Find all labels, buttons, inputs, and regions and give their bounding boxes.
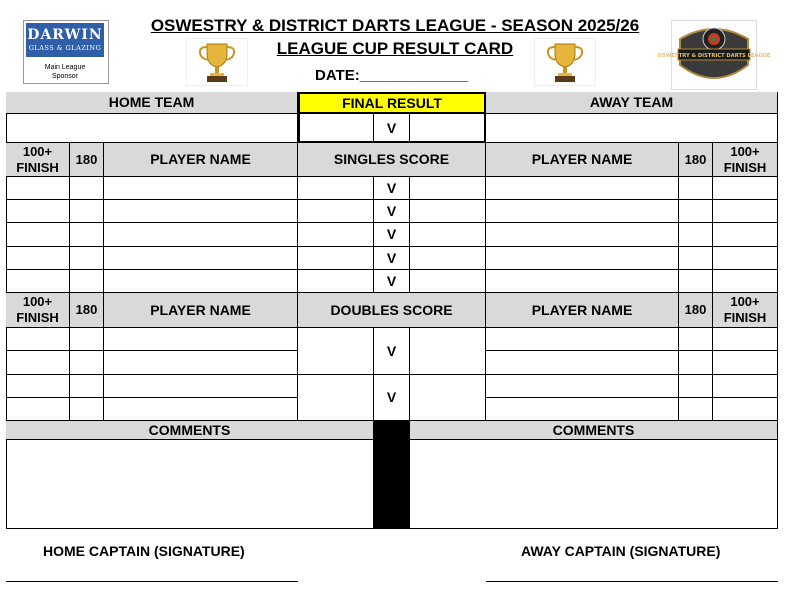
home-180-doubles-cell[interactable] bbox=[70, 351, 104, 374]
sponsor-brand-sub: GLASS & GLAZING bbox=[28, 44, 102, 52]
away-finish-cell[interactable] bbox=[713, 270, 778, 293]
home-finish-header bbox=[6, 143, 70, 177]
away-score-cell[interactable] bbox=[410, 177, 486, 200]
home-player-name-doubles-cell[interactable] bbox=[104, 398, 298, 421]
versus: V bbox=[374, 328, 410, 375]
away-doubles-score-cell[interactable] bbox=[410, 328, 486, 375]
home-finish-cell[interactable] bbox=[6, 223, 70, 246]
versus: V bbox=[374, 270, 410, 293]
away-finish-header bbox=[713, 143, 778, 177]
away-finish-cell[interactable] bbox=[713, 177, 778, 200]
away-finish-doubles-cell[interactable] bbox=[713, 328, 778, 351]
finish-label-line2: FINISH bbox=[723, 159, 767, 175]
home-captain-signature-line[interactable] bbox=[6, 581, 298, 582]
away-captain-signature-line[interactable] bbox=[486, 581, 778, 582]
away-180-cell[interactable] bbox=[679, 223, 713, 246]
home-finish-cell[interactable] bbox=[6, 247, 70, 270]
home-180-doubles-cell[interactable] bbox=[70, 398, 104, 421]
home-finish-doubles-cell[interactable] bbox=[6, 328, 70, 351]
away-player-name-cell[interactable] bbox=[486, 200, 679, 223]
away-180-cell[interactable] bbox=[679, 200, 713, 223]
home-finish-cell[interactable] bbox=[6, 200, 70, 223]
sponsor-logo bbox=[23, 20, 109, 84]
home-180-doubles-cell[interactable] bbox=[70, 375, 104, 398]
away-score-cell[interactable] bbox=[410, 223, 486, 246]
away-comments-field[interactable] bbox=[410, 440, 778, 529]
home-180-cell[interactable] bbox=[70, 270, 104, 293]
doubles-score-header: DOUBLES SCORE bbox=[298, 293, 486, 328]
away-180-doubles-cell[interactable] bbox=[679, 351, 713, 374]
sponsor-caption-line1: Main League bbox=[44, 64, 86, 71]
home-score-cell[interactable] bbox=[298, 200, 374, 223]
away-180-cell[interactable] bbox=[679, 270, 713, 293]
home-player-name-doubles-cell[interactable] bbox=[104, 351, 298, 374]
home-player-name-cell[interactable] bbox=[104, 200, 298, 223]
away-180-cell[interactable] bbox=[679, 177, 713, 200]
home-captain-signature-label: HOME CAPTAIN (SIGNATURE) bbox=[43, 543, 245, 559]
finish-label-line1: 100+ bbox=[22, 294, 53, 309]
home-score-cell[interactable] bbox=[298, 177, 374, 200]
home-finish-doubles-cell[interactable] bbox=[6, 375, 70, 398]
finish-label-line2: FINISH bbox=[723, 310, 767, 325]
home-player-name-cell[interactable] bbox=[104, 270, 298, 293]
away-player-name-cell[interactable] bbox=[486, 177, 679, 200]
home-finish-header bbox=[6, 293, 70, 328]
away-180-doubles-cell[interactable] bbox=[679, 398, 713, 421]
away-player-name-doubles-cell[interactable] bbox=[486, 375, 679, 398]
home-180-header: 180 bbox=[70, 293, 104, 328]
home-score-cell[interactable] bbox=[298, 270, 374, 293]
away-180-header: 180 bbox=[679, 293, 713, 328]
away-team-name-field[interactable] bbox=[486, 114, 778, 143]
away-180-doubles-cell[interactable] bbox=[679, 328, 713, 351]
dartboard-logo bbox=[657, 20, 771, 90]
home-doubles-score-cell[interactable] bbox=[298, 375, 374, 422]
home-player-name-header: PLAYER NAME bbox=[104, 293, 298, 328]
home-180-cell[interactable] bbox=[70, 223, 104, 246]
home-finish-doubles-cell[interactable] bbox=[6, 351, 70, 374]
versus: V bbox=[374, 247, 410, 270]
away-final-score-field[interactable] bbox=[410, 114, 486, 143]
page-subtitle: LEAGUE CUP RESULT CARD bbox=[276, 39, 514, 58]
away-player-name-cell[interactable] bbox=[486, 270, 679, 293]
sponsor-brand bbox=[26, 23, 104, 57]
home-comments-field[interactable] bbox=[6, 440, 374, 529]
home-180-cell[interactable] bbox=[70, 247, 104, 270]
away-score-cell[interactable] bbox=[410, 200, 486, 223]
finish-label-line1: 100+ bbox=[730, 294, 760, 309]
away-finish-cell[interactable] bbox=[713, 247, 778, 270]
sponsor-caption-line2: Sponsor bbox=[51, 73, 79, 80]
versus: V bbox=[374, 177, 410, 200]
away-finish-cell[interactable] bbox=[713, 200, 778, 223]
away-captain-signature-label: AWAY CAPTAIN (SIGNATURE) bbox=[521, 543, 721, 559]
away-team-header: AWAY TEAM bbox=[486, 92, 778, 114]
away-comments-header: COMMENTS bbox=[410, 421, 778, 440]
home-player-name-doubles-cell[interactable] bbox=[104, 328, 298, 351]
versus: V bbox=[374, 375, 410, 422]
home-player-name-cell[interactable] bbox=[104, 223, 298, 246]
finish-label-line2: FINISH bbox=[16, 159, 59, 175]
versus: V bbox=[374, 200, 410, 223]
home-score-cell[interactable] bbox=[298, 247, 374, 270]
home-comments-header: COMMENTS bbox=[6, 421, 374, 440]
final-result-header: FINAL RESULT bbox=[298, 92, 486, 114]
home-180-doubles-cell[interactable] bbox=[70, 328, 104, 351]
away-finish-doubles-cell[interactable] bbox=[713, 398, 778, 421]
away-doubles-score-cell[interactable] bbox=[410, 375, 486, 422]
versus: V bbox=[374, 223, 410, 246]
away-finish-doubles-cell[interactable] bbox=[713, 375, 778, 398]
home-team-name-field[interactable] bbox=[6, 114, 298, 143]
finish-label-line2: FINISH bbox=[16, 310, 59, 325]
away-180-cell[interactable] bbox=[679, 247, 713, 270]
home-player-name-cell[interactable] bbox=[104, 247, 298, 270]
away-score-cell[interactable] bbox=[410, 247, 486, 270]
singles-score-header: SINGLES SCORE bbox=[298, 143, 486, 177]
home-finish-cell[interactable] bbox=[6, 177, 70, 200]
home-180-cell[interactable] bbox=[70, 200, 104, 223]
final-versus: V bbox=[374, 114, 410, 143]
home-180-cell[interactable] bbox=[70, 177, 104, 200]
away-finish-cell[interactable] bbox=[713, 223, 778, 246]
away-180-doubles-cell[interactable] bbox=[679, 375, 713, 398]
home-team-header: HOME TEAM bbox=[6, 92, 298, 114]
away-player-name-header: PLAYER NAME bbox=[486, 143, 679, 177]
trophy-icon bbox=[534, 38, 596, 86]
away-score-cell[interactable] bbox=[410, 270, 486, 293]
page-title: OSWESTRY & DISTRICT DARTS LEAGUE - SEASON 2025/26 bbox=[150, 16, 640, 35]
home-doubles-score-cell[interactable] bbox=[298, 328, 374, 375]
home-180-header: 180 bbox=[70, 143, 104, 177]
away-player-name-cell[interactable] bbox=[486, 223, 679, 246]
date-field[interactable]: DATE:_____________ bbox=[315, 67, 469, 84]
away-finish-doubles-cell[interactable] bbox=[713, 351, 778, 374]
away-player-name-doubles-cell[interactable] bbox=[486, 328, 679, 351]
away-180-header: 180 bbox=[679, 143, 713, 177]
away-player-name-doubles-cell[interactable] bbox=[486, 398, 679, 421]
away-player-name-doubles-cell[interactable] bbox=[486, 351, 679, 374]
home-player-name-cell[interactable] bbox=[104, 177, 298, 200]
away-finish-header bbox=[713, 293, 778, 328]
home-player-name-doubles-cell[interactable] bbox=[104, 375, 298, 398]
sponsor-brand-main: DARWIN bbox=[27, 27, 103, 43]
logo-text: OSWESTRY & DISTRICT DARTS LEAGUE bbox=[657, 53, 771, 59]
home-player-name-header: PLAYER NAME bbox=[104, 143, 298, 177]
home-finish-doubles-cell[interactable] bbox=[6, 398, 70, 421]
away-player-name-cell[interactable] bbox=[486, 247, 679, 270]
finish-label-line1: 100+ bbox=[730, 143, 760, 159]
finish-label-line1: 100+ bbox=[22, 143, 53, 159]
sponsor-caption bbox=[24, 63, 106, 81]
away-player-name-header: PLAYER NAME bbox=[486, 293, 679, 328]
home-finish-cell[interactable] bbox=[6, 270, 70, 293]
home-final-score-field[interactable] bbox=[298, 114, 374, 143]
home-score-cell[interactable] bbox=[298, 223, 374, 246]
comments-divider bbox=[374, 421, 410, 529]
